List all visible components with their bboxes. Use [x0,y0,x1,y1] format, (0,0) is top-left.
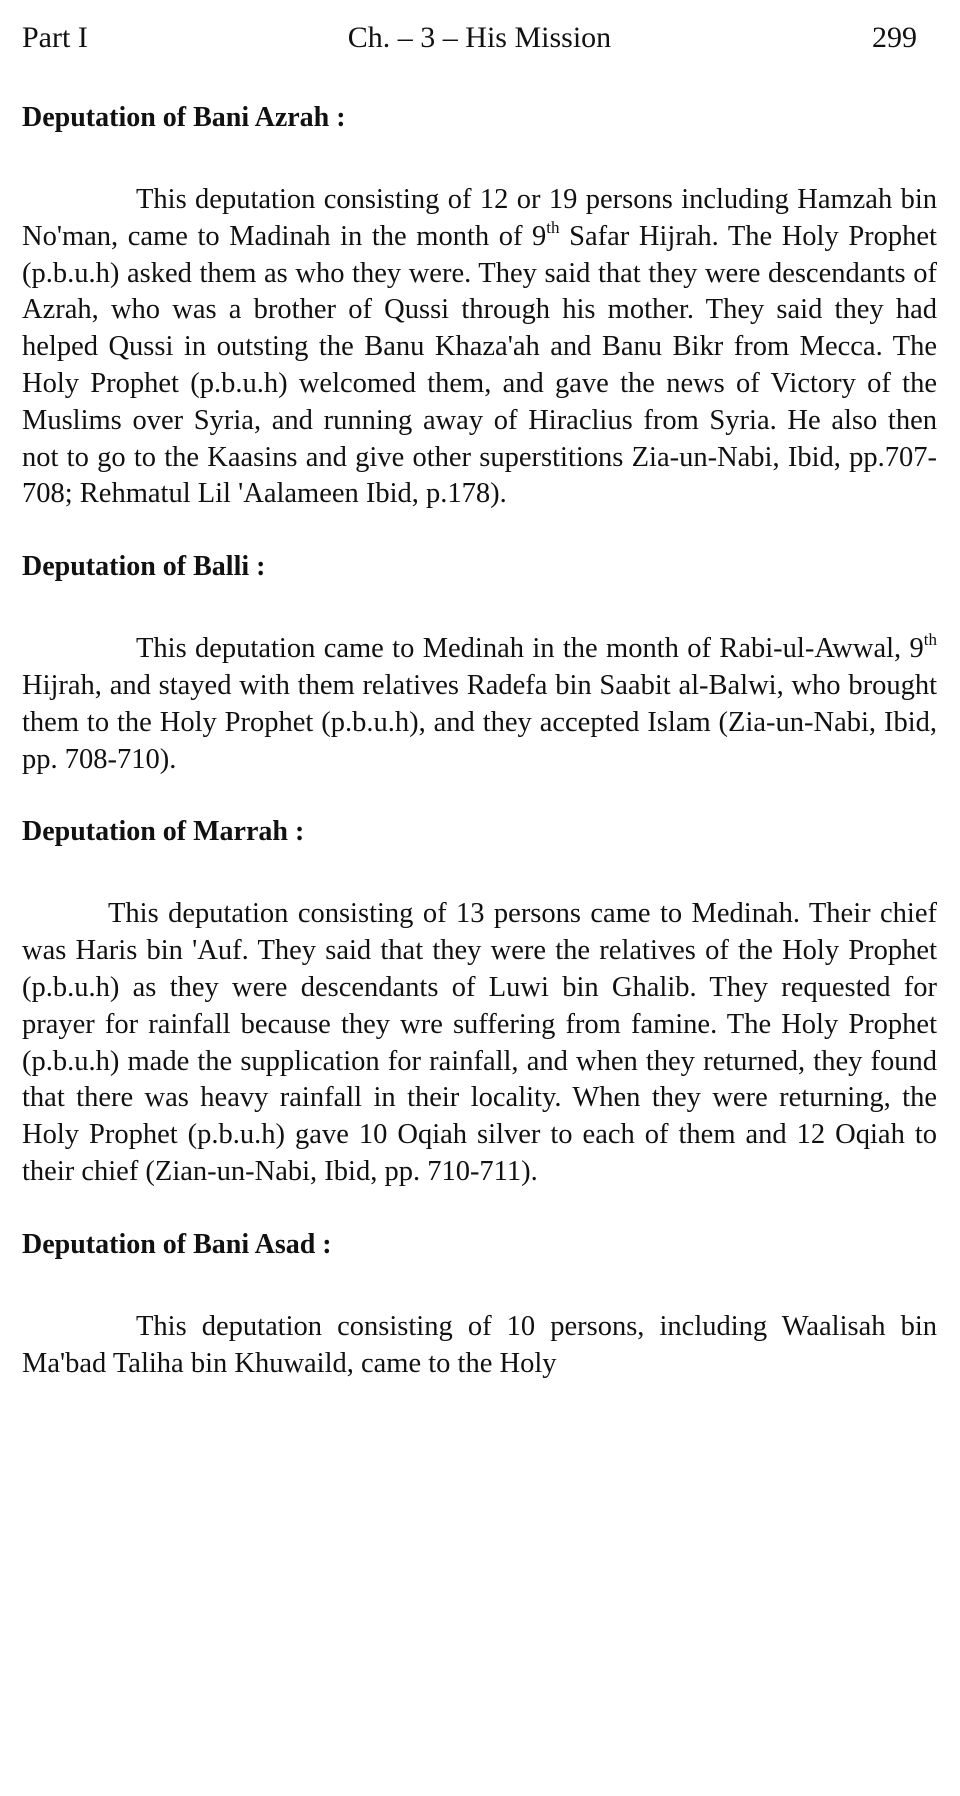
part-label: Part I [22,21,88,54]
section-heading: Deputation of Bani Asad : [22,1228,332,1260]
paragraph-text: This deputation consisting of 12 or 19 persons including Hamzah bin No'man, came to Madinah in the month of 9 [22,184,937,252]
book-page [22,18,937,1382]
section-marrah [22,814,937,1190]
section-paragraph [22,631,937,778]
section-paragraph [22,182,937,513]
paragraph-text: This deputation consisting of 13 persons came to Medinah. Their chief was Haris bin 'Auf. They said that they were the relatives of the Holy Prophet (p.b.u.h) as they were descendants of Luwi bin Ghalib. They requested for prayer for rainfall because they wre suffering from famine. The Holy Prophet (p.b.u.h) made the supplication for rainfall, and when they returned, they found that there was heavy rainfall in their locality. When they were returning, the Holy Prophet (p.b.u.h) gave 10 Oqiah silver to each of them and 12 Oqiah to their chief (Zian-un-Nabi, Ibid, pp. 710-711). [22,898,937,1187]
section-balli [22,549,937,778]
section-paragraph [22,1309,937,1383]
section-paragraph [22,896,937,1190]
paragraph-text: This deputation consisting of 10 persons, including Waalisah bin Ma'bad Taliha bin Khuwaild, came to the Holy [22,1310,937,1379]
ordinal-superscript: th [546,217,560,237]
running-header [22,18,937,58]
page-number: 299 [872,21,917,54]
section-bani-azrah [22,100,937,513]
paragraph-text: This deputation came to Medinah in the month of Rabi-ul-Awwal, 9 [136,633,924,665]
ordinal-superscript: th [923,630,937,650]
section-heading: Deputation of Bani Azrah : [22,102,346,133]
paragraph-text: Hijrah, and stayed with them relatives Radefa bin Saabit al-Balwi, who brought them to the Holy Prophet (p.b.u.h), and they accepted Islam (Zia-un-Nabi, Ibid, pp. 708-710). [22,669,937,775]
paragraph-text: Safar Hijrah. The Holy Prophet (p.b.u.h) asked them as who they were. They said that they were descendants of Azrah, who was a brother of Qussi through his mother. They said they had helped Qussi in outsting the Banu Khaza'ah and Banu Bikr from Mecca. The Holy Prophet (p.b.u.h) welcomed them, and gave the news of Victory of the Muslims over Syria, and running away of Hiraclius from Syria. He also then not to go to the Kaasins and give other superstitions Zia-un-Nabi, Ibid, pp.707-708; Rehmatul Lil 'Aalameen Ibid, p.178). [22,220,937,510]
chapter-title: Ch. – 3 – His Mission [347,21,612,54]
section-heading: Deputation of Balli : [22,551,266,583]
section-bani-asad [22,1227,937,1383]
section-heading: Deputation of Marrah : [22,816,305,848]
